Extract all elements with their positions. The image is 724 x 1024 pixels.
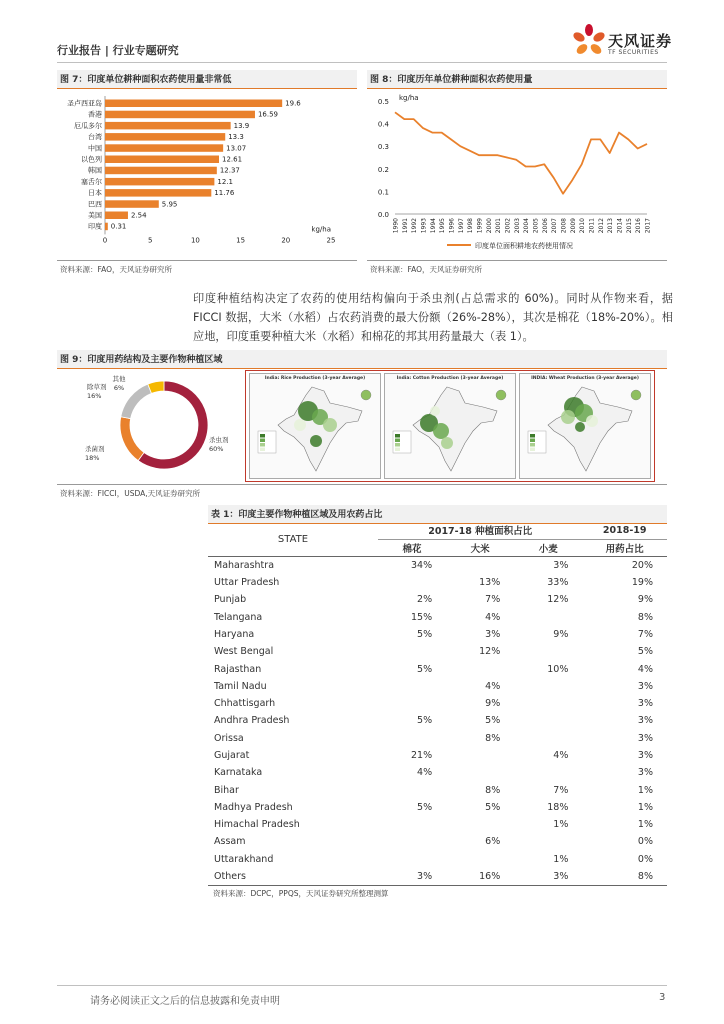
table1-value-cell: 15% [411, 611, 433, 623]
fig7-title: 图 7：印度单位耕种面积农药使用量非常低 [57, 70, 357, 89]
table1-value-cell: 0% [637, 836, 653, 848]
fig9-title: 图 9：印度用药结构及主要作物种植区域 [57, 350, 667, 369]
table1-value-cell: 8% [485, 732, 501, 744]
fig7-value-label: 12.61 [221, 155, 243, 164]
fig8-x-tick: 2007 [551, 218, 559, 234]
fig7-x-tick: 15 [236, 236, 246, 245]
table1-value-cell: 3% [378, 868, 446, 885]
table1-row [208, 816, 667, 833]
fig7-unit-label: kg/ha [311, 225, 331, 234]
fig8-x-tick: 1997 [457, 218, 465, 234]
footer-disclaimer: 请务必阅读正文之后的信息披露和免责申明 [90, 996, 280, 1007]
fig7-value-label: 0.31 [110, 222, 127, 231]
fig7-category-label: 香港 [88, 110, 102, 119]
fig7-bar [105, 111, 255, 119]
fig9-donut-slice [121, 384, 152, 419]
table1-sub-pesticide: 用药占比 [582, 539, 667, 556]
table1-sub-wheat: 小麦 [514, 539, 582, 556]
table1-state-cell: Punjab [214, 594, 247, 606]
table1-value-cell: 16% [446, 868, 514, 885]
table1-value-cell: 7% [485, 594, 501, 606]
table1-value-cell: 8% [637, 611, 653, 623]
table1-state-cell: Gujarat [214, 750, 250, 761]
table1-source: 资料来源：DCPC，PPQS，天风证券研究所整理测算 [213, 889, 389, 898]
table1-value-cell: 7% [637, 628, 653, 640]
table1-state-cell: Bihar [214, 784, 239, 796]
fig7-value-label: 2.54 [130, 211, 147, 220]
table1-value-cell [514, 730, 582, 747]
table1-value-cell: 5% [417, 628, 433, 640]
table1-row [208, 626, 667, 643]
fig8-x-tick: 1994 [429, 218, 437, 234]
table1-value-cell [514, 695, 582, 712]
fig9-slice-label: 杀虫剂 [209, 436, 229, 444]
table1-state-cell: Assam [214, 836, 246, 848]
fig7-bar [105, 100, 282, 108]
fig7-x-tick: 10 [190, 236, 200, 245]
fig8-x-tick: 1992 [411, 218, 419, 234]
table1-value-cell [514, 643, 582, 660]
table1-value-cell: 21% [411, 750, 433, 761]
fig9-source: 资料来源：FICCI，USDA,天风证券研究所 [60, 489, 201, 498]
table1-state-cell: Madhya Pradesh [214, 801, 293, 813]
table1-value-cell: 4% [553, 750, 569, 761]
fig7-category-label: 以色列 [81, 155, 102, 164]
fig8-x-tick: 1990 [392, 218, 400, 234]
table1-value-cell: 20% [631, 559, 653, 571]
table1-value-cell [514, 608, 582, 625]
table1-row [208, 799, 667, 816]
table1 [208, 522, 667, 886]
report-header-title: 行业报告 | 行业专题研究 [57, 44, 179, 57]
table1-value-cell: 1% [553, 819, 569, 831]
table1-state-cell: Rajasthan [214, 663, 262, 675]
fig8-x-tick: 2015 [625, 218, 633, 234]
table1-value-cell: 1% [553, 853, 569, 865]
table1-value-cell: 9% [637, 594, 653, 606]
table1-row [208, 868, 667, 885]
fig7-value-label: 13.07 [226, 144, 247, 153]
table1-value-cell [514, 712, 582, 729]
fig9-slice-label: 其他 [112, 375, 126, 383]
table1-value-cell: 6% [485, 836, 501, 848]
table1-value-cell [378, 851, 446, 868]
table1-value-cell [446, 660, 514, 677]
fig9-map-title: INDIA: Wheat Production (3-year Average) [531, 376, 639, 381]
header-divider [57, 62, 667, 63]
fig7-category-label: 塞舌尔 [81, 177, 102, 186]
fig9-slice-pct: 60% [209, 445, 224, 453]
body-paragraph: 印度种植结构决定了农药的使用结构偏向于杀虫剂(占总需求的 60%)。同时从作物来看，据 FICCI 数据，大米（水稻）占农药消费的最大份额（26%-28%），其次是棉花（18%-20%）。相应地，印度重要种植大米（水稻）和棉花的邦其用药量最大（表 1）。 [193, 292, 673, 343]
fig8-x-tick: 2011 [588, 218, 596, 234]
fig8-x-tick: 1996 [448, 218, 456, 234]
fig7-source: 资料来源：FAO，天风证券研究所 [60, 265, 173, 274]
fig8-x-tick: 1993 [420, 218, 428, 234]
table1-value-cell: 1% [637, 784, 653, 796]
table1-value-cell: 3% [637, 715, 653, 727]
fig8-y-tick: 0.3 [377, 143, 389, 152]
table1-state-cell: Himachal Pradesh [214, 819, 300, 831]
fig7-value-label: 13.9 [233, 121, 250, 130]
table1-state-cell: Tamil Nadu [214, 680, 267, 692]
table1-value-cell [378, 781, 446, 798]
fig8-x-tick: 2017 [644, 218, 652, 234]
table1-value-cell: 3% [485, 628, 501, 640]
fig7-x-tick: 5 [147, 236, 153, 245]
fig9-slice-label: 杀菌剂 [85, 445, 105, 453]
fig9-map-panel [384, 373, 516, 479]
table1-col-state: STATE [208, 522, 378, 557]
table1-state-cell: West Bengal [214, 646, 274, 658]
footer-divider [57, 985, 667, 986]
table1-value-cell: 4% [637, 663, 653, 675]
logo-subtext: TF SECURITIES [608, 49, 659, 56]
fig9-map-title: India: Rice Production (3-year Average) [264, 376, 366, 381]
table1-value-cell: 3% [514, 868, 582, 885]
table1-row [208, 678, 667, 695]
table1-value-cell [378, 643, 446, 660]
table1-value-cell: 5% [417, 715, 433, 727]
fig9-slice-pct: 18% [85, 454, 100, 462]
table1-sub-cotton: 棉花 [378, 539, 446, 556]
fig7-value-label: 12.37 [219, 166, 240, 175]
table1-value-cell: 3% [553, 559, 569, 571]
table1-value-cell: 5% [637, 646, 653, 658]
fig7-value-label: 12.1 [217, 177, 233, 186]
table1-value-cell [446, 747, 514, 764]
fig9-donut-chart [57, 370, 242, 480]
table1-row [208, 643, 667, 660]
table1-state-cell: Maharashtra [214, 559, 275, 571]
fig8-source-divider [367, 260, 667, 261]
table1-value-cell: 0% [637, 853, 653, 865]
fig7-bar [105, 178, 214, 186]
fig7-bar [105, 223, 108, 231]
fig7-x-tick: 25 [326, 236, 336, 245]
fig9-slice-pct: 16% [87, 392, 102, 400]
table1-value-cell [378, 695, 446, 712]
table1-row [208, 574, 667, 591]
table1-value-cell [446, 851, 514, 868]
table1-state-cell: Orissa [214, 732, 244, 744]
table1-state-cell: Karnataka [214, 767, 263, 779]
table1-sub-rice: 大米 [446, 539, 514, 556]
table1-value-cell: 5% [485, 715, 501, 727]
fig8-y-tick: 0.1 [377, 188, 389, 197]
table1-row [208, 557, 667, 574]
fig8-x-tick: 2009 [569, 218, 577, 234]
fig8-y-tick: 0.2 [377, 165, 389, 174]
fig8-x-tick: 2000 [485, 218, 493, 234]
fig8-y-tick: 0.4 [377, 120, 389, 129]
fig7-category-label: 印度 [88, 222, 102, 231]
table1-value-cell [378, 730, 446, 747]
table1-value-cell: 19% [631, 577, 653, 589]
fig7-bar [105, 200, 159, 208]
table1-value-cell: 3% [637, 767, 653, 779]
fig7-bar [105, 133, 225, 141]
fig8-x-tick: 2016 [635, 218, 643, 234]
fig8-x-tick: 2005 [532, 218, 540, 234]
fig8-source: 资料来源：FAO，天风证券研究所 [370, 265, 483, 274]
fig7-x-tick: 20 [281, 236, 291, 245]
fig8-series-line [395, 112, 647, 193]
fig8-x-tick: 2008 [560, 218, 568, 234]
fig7-category-label: 中国 [88, 144, 102, 153]
fig7-value-label: 13.3 [228, 133, 244, 142]
table1-value-cell [446, 816, 514, 833]
table1-row [208, 712, 667, 729]
table1-title: 表 1：印度主要作物种植区域及用农药占比 [208, 505, 667, 524]
table1-group1-header: 2017-18 种植面积占比 [378, 522, 582, 539]
fig7-chart [57, 88, 357, 256]
fig9-source-divider [57, 484, 667, 485]
table1-value-cell: 5% [417, 801, 433, 813]
fig8-x-tick: 2004 [523, 218, 531, 234]
fig8-x-tick: 2002 [504, 218, 512, 234]
table1-value-cell: 4% [417, 767, 433, 779]
table1-value-cell: 2% [417, 594, 433, 606]
table1-value-cell: 34% [411, 559, 433, 571]
fig8-y-tick: 0.0 [377, 211, 389, 219]
table1-state-cell: Telangana [214, 611, 263, 623]
table1-value-cell [514, 833, 582, 850]
fig7-bar [105, 156, 219, 164]
fig9-map-panel [519, 373, 651, 479]
table1-value-cell: 5% [485, 801, 501, 813]
table1-value-cell: 4% [485, 611, 501, 623]
india-map-icon [250, 381, 380, 476]
fig7-value-label: 16.59 [257, 110, 279, 119]
table1-value-cell: 18% [547, 801, 569, 813]
table1-row [208, 851, 667, 868]
fig8-legend-label: 印度单位面积耕地农药使用情况 [475, 242, 573, 250]
fig8-chart [367, 88, 667, 260]
table1-value-cell [514, 678, 582, 695]
table1-row [208, 695, 667, 712]
table1-value-cell: 8% [485, 784, 501, 796]
fig7-category-label: 台湾 [88, 133, 102, 142]
tf-logo-icon [570, 22, 608, 58]
table1-value-cell [446, 764, 514, 781]
fig8-x-tick: 2010 [579, 218, 587, 234]
fig7-category-label: 美国 [88, 211, 102, 220]
fig7-category-label: 巴西 [88, 200, 102, 209]
fig7-bar [105, 167, 217, 175]
table1-value-cell: 4% [485, 680, 501, 692]
table1-value-cell: 7% [553, 784, 569, 796]
logo-text: 天风证券 [608, 32, 673, 50]
fig9-donut-slice [120, 417, 144, 461]
table1-state-cell: Uttarakhand [214, 853, 274, 865]
table1-row [208, 781, 667, 798]
fig9-slice-pct: 6% [113, 384, 125, 392]
fig7-value-label: 11.76 [214, 189, 235, 198]
table1-row [208, 591, 667, 608]
table1-value-cell: 10% [547, 663, 569, 675]
table1-row [208, 764, 667, 781]
table1-value-cell: 3% [637, 698, 653, 710]
table1-state-cell: Others [208, 868, 378, 885]
fig7-bar [105, 144, 223, 152]
table1-value-cell: 12% [479, 646, 501, 658]
fig8-x-tick: 1998 [467, 218, 475, 234]
table1-state-cell: Chhattisgarh [214, 698, 276, 710]
india-map-icon [520, 381, 650, 476]
table1-value-cell [378, 816, 446, 833]
fig7-value-label: 5.95 [161, 200, 178, 209]
table1-row [208, 660, 667, 677]
fig8-x-tick: 1995 [439, 218, 447, 234]
india-map-icon [385, 381, 515, 476]
fig7-bar [105, 189, 211, 197]
fig9-map-panel [249, 373, 381, 479]
fig8-x-tick: 2012 [597, 218, 605, 234]
fig7-category-label: 日本 [88, 189, 102, 198]
page-number: 3 [659, 992, 666, 1003]
fig7-source-divider [57, 260, 357, 261]
fig7-bar [105, 212, 128, 220]
table1-value-cell: 3% [637, 732, 653, 744]
table1-state-cell: Haryana [214, 628, 255, 640]
table1-value-cell: 1% [637, 819, 653, 831]
fig8-y-tick: 0.5 [377, 98, 389, 106]
table1-value-cell: 9% [485, 698, 501, 710]
table1-value-cell: 3% [637, 680, 653, 692]
fig7-category-label: 圣卢西亚岛 [67, 99, 102, 108]
fig7-x-tick: 0 [102, 236, 108, 245]
fig8-x-tick: 2001 [495, 218, 503, 234]
table1-value-cell [514, 764, 582, 781]
table1-group2-header: 2018-19 [582, 522, 667, 539]
table1-value-cell: 13% [479, 577, 501, 589]
fig8-x-tick: 2014 [616, 218, 624, 234]
fig8-x-tick: 2003 [513, 218, 521, 234]
fig7-bar [105, 122, 231, 129]
table1-row [208, 608, 667, 625]
fig8-x-tick: 1999 [476, 218, 484, 234]
table1-row [208, 747, 667, 764]
table1-state-cell: Uttar Pradesh [214, 577, 280, 589]
table1-state-cell: Andhra Pradesh [214, 715, 290, 727]
table1-value-cell: 1% [637, 801, 653, 813]
table1-value-cell [446, 557, 514, 574]
table1-value-cell: 12% [547, 594, 569, 606]
fig8-x-tick: 2006 [541, 218, 549, 234]
fig9-slice-label: 除草剂 [87, 383, 107, 391]
table1-value-cell: 8% [582, 868, 667, 885]
table1-value-cell: 5% [417, 663, 433, 675]
fig7-category-label: 厄瓜多尔 [74, 121, 102, 130]
fig8-x-tick: 1991 [401, 218, 409, 234]
fig8-title: 图 8：印度历年单位耕种面积农药使用量 [367, 70, 667, 89]
table1-value-cell [378, 574, 446, 591]
table1-value-cell [378, 678, 446, 695]
fig9-map-title: India: Cotton Production (3-year Average) [396, 376, 504, 381]
table1-value-cell: 3% [637, 750, 653, 761]
fig9-map-frame [245, 370, 655, 482]
table1-value-cell: 33% [547, 577, 569, 589]
table1-value-cell [378, 833, 446, 850]
fig8-x-tick: 2013 [607, 218, 615, 234]
fig8-unit-label: kg/ha [399, 94, 419, 102]
table1-row [208, 833, 667, 850]
table1-row [208, 730, 667, 747]
fig7-value-label: 19.6 [285, 99, 301, 108]
fig7-category-label: 韩国 [88, 166, 102, 175]
table1-value-cell: 9% [553, 628, 569, 640]
